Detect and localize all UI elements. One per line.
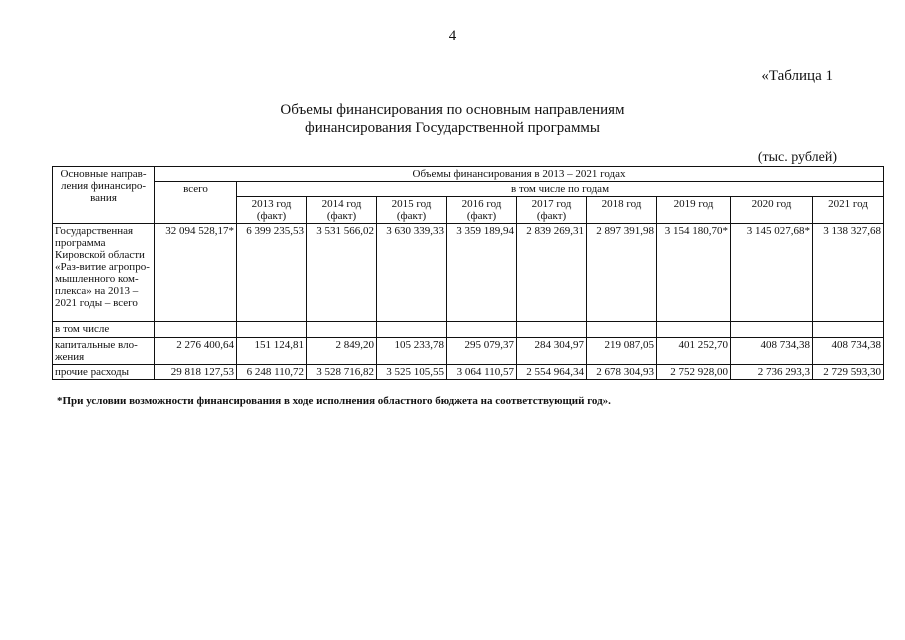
cell-total: 2 276 400,64: [155, 338, 237, 365]
row-label: в том числе: [53, 322, 155, 338]
cell-value: 2 839 269,31: [517, 224, 587, 322]
header-year: 2020 год: [731, 197, 813, 224]
header-total: всего: [155, 182, 237, 224]
header-row-1: [53, 167, 884, 182]
header-year: 2021 год: [813, 197, 884, 224]
cell-value: 6 248 110,72: [237, 365, 307, 380]
cell-value: 3 064 110,57: [447, 365, 517, 380]
empty-cell: [657, 322, 731, 338]
cell-value: 401 252,70: [657, 338, 731, 365]
cell-value: 2 554 964,34: [517, 365, 587, 380]
cell-value: 3 630 339,33: [377, 224, 447, 322]
empty-cell: [377, 322, 447, 338]
table-row-program-total: [53, 224, 884, 322]
title-line-1: Объемы финансирования по основным направлениям: [280, 102, 625, 118]
row-label: прочие расходы: [53, 365, 155, 380]
header-year: 2015 год (факт): [377, 197, 447, 224]
document-title: [0, 101, 905, 137]
page-number: 4: [448, 28, 457, 44]
header-financing-group: Объемы финансирования в 2013 – 2021 годах: [155, 167, 884, 182]
cell-value: 105 233,78: [377, 338, 447, 365]
cell-value: 3 528 716,82: [307, 365, 377, 380]
cell-value: 2 736 293,3: [731, 365, 813, 380]
cell-value: 3 154 180,70*: [657, 224, 731, 322]
cell-value: 3 359 189,94: [447, 224, 517, 322]
cell-value: 3 138 327,68: [813, 224, 884, 322]
cell-value: 3 531 566,02: [307, 224, 377, 322]
table-row-other: [53, 365, 884, 380]
cell-value: 408 734,38: [731, 338, 813, 365]
header-main-direction: Основные направ-ления финансиро-вания: [53, 167, 155, 224]
header-year: 2016 год (факт): [447, 197, 517, 224]
header-row-2: [53, 182, 884, 197]
cell-value: 2 752 928,00: [657, 365, 731, 380]
header-year: 2014 год (факт): [307, 197, 377, 224]
financing-table: [52, 166, 884, 380]
empty-cell: [813, 322, 884, 338]
cell-value: 2 729 593,30: [813, 365, 884, 380]
header-year: 2017 год (факт): [517, 197, 587, 224]
units-label: (тыс. рублей): [757, 150, 837, 165]
cell-total: 29 818 127,53: [155, 365, 237, 380]
cell-total: 32 094 528,17*: [155, 224, 237, 322]
table-row-including: [53, 322, 884, 338]
header-year: 2013 год (факт): [237, 197, 307, 224]
footnote: *При условии возможности финансирования в ходе исполнения областного бюджета на соответствующий год».: [57, 395, 611, 407]
empty-cell: [587, 322, 657, 338]
cell-value: 6 399 235,53: [237, 224, 307, 322]
empty-cell: [447, 322, 517, 338]
cell-value: 3 525 105,55: [377, 365, 447, 380]
row-label: капитальные вло-жения: [53, 338, 155, 365]
empty-cell: [731, 322, 813, 338]
cell-value: 284 304,97: [517, 338, 587, 365]
cell-value: 2 897 391,98: [587, 224, 657, 322]
cell-value: 2 849,20: [307, 338, 377, 365]
cell-value: 151 124,81: [237, 338, 307, 365]
header-year: 2018 год: [587, 197, 657, 224]
cell-value: 219 087,05: [587, 338, 657, 365]
table-row-capital: [53, 338, 884, 365]
empty-cell: [307, 322, 377, 338]
header-by-year: в том числе по годам: [237, 182, 884, 197]
cell-value: 295 079,37: [447, 338, 517, 365]
header-year: 2019 год: [657, 197, 731, 224]
row-label: Государственная программа Кировской области «Раз-витие агропро-мышленного ком-плекса» на 2013 – 2021 годы – всего: [53, 224, 155, 322]
cell-value: 3 145 027,68*: [731, 224, 813, 322]
empty-cell: [517, 322, 587, 338]
cell-value: 2 678 304,93: [587, 365, 657, 380]
cell-value: 408 734,38: [813, 338, 884, 365]
empty-cell: [155, 322, 237, 338]
empty-cell: [237, 322, 307, 338]
title-line-2: финансирования Государственной программы: [304, 120, 601, 136]
table-caption: «Таблица 1: [761, 68, 833, 84]
